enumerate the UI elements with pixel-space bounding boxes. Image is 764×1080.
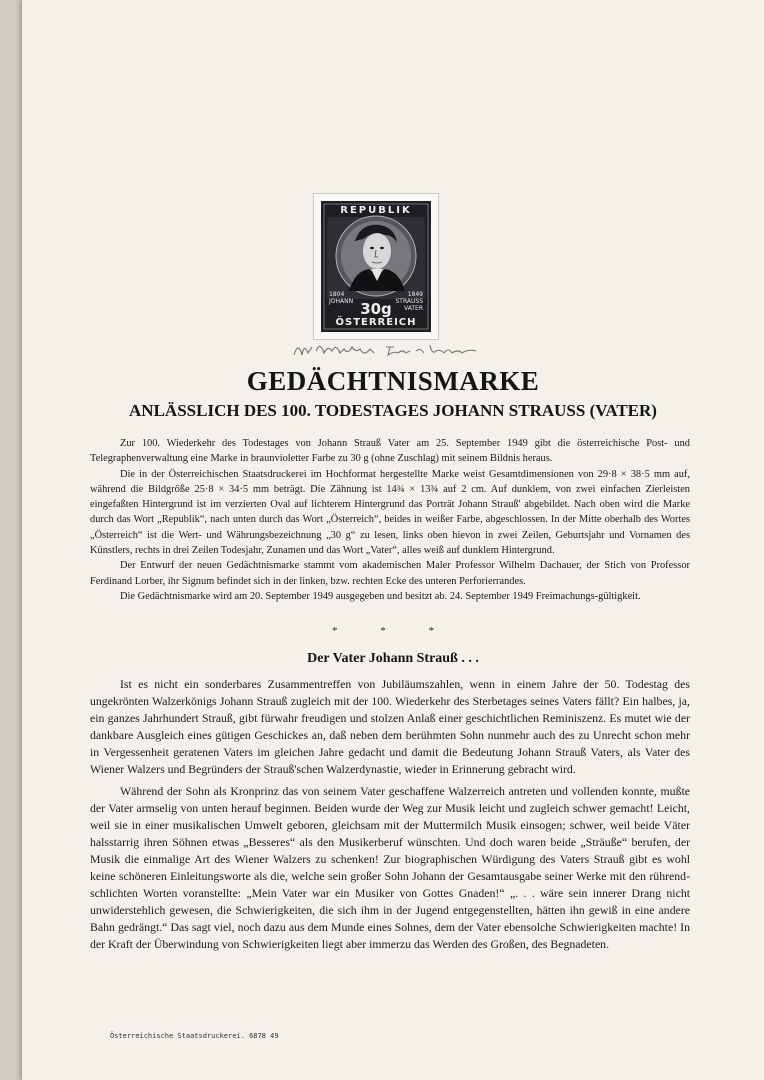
printer-imprint: Österreichische Staatsdruckerei. 6878 49 [110, 1032, 279, 1040]
separator-stars: * * * [332, 625, 454, 637]
handwritten-signature [290, 337, 490, 365]
body-paragraph: Ist es nicht ein sonderbares Zusammentreffen von Jubiläumszahlen, wenn in einem Jahre der 50. Todestag des ungekrönten Walzerkönigs Johann Strauß zugleich mit der 100. Wiederkehr des Sterbetages seines Vaters fällt? Ein halbes, ja, ein ganzes Jahrhundert Strauß, gibt fürwahr freudigen und stolzen Anlaß einer geschichtlichen Reminiszenz. Es mutet wie der dankbare Ausgleich eines gütigen Geschickes an, daß neben dem berühmten Sohn nunmehr auch des zu Unrecht schon mehr in Vergessenheit geratenen Vaters im gleichen Jahre gedacht und damit die Bedeutung Johann Strauß Vaters, als Vater des Wiener Walzers und Begründers der Strauß'schen Walzerdynastie, wieder in Erinnerung gebracht wird. [90, 677, 690, 776]
intro-paragraph: Zur 100. Wiederkehr des Todestages von Johann Strauß Vater am 25. September 1949 gibt die österreichische Post- und Telegraphenverwaltung eine Marke in braunvioletter Farbe zu 30 g (ohne Zuschlag) mit seinem Bildnis heraus. [90, 438, 690, 465]
stamp-death-text: 1849 STRAUSS VATER [395, 291, 423, 312]
section-title: Der Vater Johann Strauß . . . [307, 651, 479, 666]
intro-text [90, 436, 690, 604]
body-paragraph: Während der Sohn als Kronprinz das von seinem Vater geschaffene Walzerreich antreten und vollenden konnte, mußte der Vater armselig von unten herauf beginnen. Beiden wurde der Weg zur Musik leicht und zugleich schwer gemacht! Leicht, weil sie in einer musikalischen Umwelt geboren, gleichsam mit der Muttermilch Musik einsogen; schwer, weil beide Väter halsstarrig ihren Söhnen etwas „Besseres“ als den Musikerberuf wünschten. Und doch waren beide „Sträuße“ berufen, der Musik die einmalige Art des Wiener Walzers zu schenken! Zur biographischen Würdigung des Vaters Strauß gibt es wohl keine schöneren Einleitungsworte als die, welche sein großer Sohn Johann der Gesamtausgabe seiner Werke mit den rührend-schlichten Worten voranstellte: „Mein Vater war ein Musiker von Gottes Gnaden!“ „. . . wäre sein innerer Drang nicht unwiderstehlich gewesen, die Schwierigkeiten, die sich ihm in der Jugend entgegenstellten, hätten ihn gewiß in eine andere Bahn gedrängt.“ Das sagt viel, noch dazu aus dem Munde eines Sohnes, dem der Vater ebensolche Schwierigkeiten machte! In der Kraft der Überwindung von Schwierigkeiten liegt aber immerzu das Werden des Großen, des Begnadeten. [90, 784, 690, 951]
intro-paragraph: Die Gedächtnismarke wird am 20. September 1949 ausgegeben und besitzt ab. 24. September 1949 Freimachungs-gültigkeit. [120, 590, 641, 602]
section-body [90, 676, 690, 958]
stamp-birth-text: 1804 JOHANN [329, 291, 354, 305]
scan-edge [0, 0, 22, 1080]
document-page [22, 0, 764, 1080]
page-title: GEDÄCHTNISMARKE [246, 366, 540, 396]
stamp-republik-text: REPUBLIK [340, 205, 412, 216]
stamp-value-text: 30g [360, 300, 392, 318]
stamp-country-text: ÖSTERREICH [335, 317, 417, 328]
intro-paragraph: Die in der Österreichischen Staatsdruckerei im Hochformat hergestellte Marke weist Gesamtdimensionen von 29·8 × 38·5 mm auf, während die Bildgröße 25·8 × 34·5 mm beträgt. Die Zähnung ist 14¾ × 13¾ auf 2 cm. Auf dunklem, von zwei einfachen Zierleisten eingefaßten Hintergrund ist im verzierten Oval auf lichterem Hintergrund das Porträt Johann Strauß' abgebildet. Nach oben wird die Marke durch das Wort „Republik“, nach unten durch das Wort „Österreich“, beides in weißer Farbe, abgeschlossen. In der Mitte oberhalb des Wortes „Österreich“ ist die Wert- und Währungsbezeichnung „30 g“ zu lesen, links oben hievon in zwei Zeilen, Geburtsjahr und Vornamen des Künstlers, rechts in drei Zeilen Todesjahr, Zunamen und das Wort „Vater“, alles weiß auf dunklem Hintergrund. [90, 468, 690, 557]
stamp-image [321, 201, 431, 332]
intro-paragraph: Der Entwurf der neuen Gedächtnismarke stammt vom akademischen Maler Professor Wilhelm Dachauer, der Stich von Professor Ferdinand Lorber, ihr Signum befindet sich in der linken, bzw. rechten Ecke des unteren Perforierrandes. [90, 560, 690, 587]
page-subtitle: ANLÄSSLICH DES 100. TODESTAGES JOHANN STRAUSS (VATER) [129, 401, 657, 420]
postage-stamp [313, 193, 439, 340]
